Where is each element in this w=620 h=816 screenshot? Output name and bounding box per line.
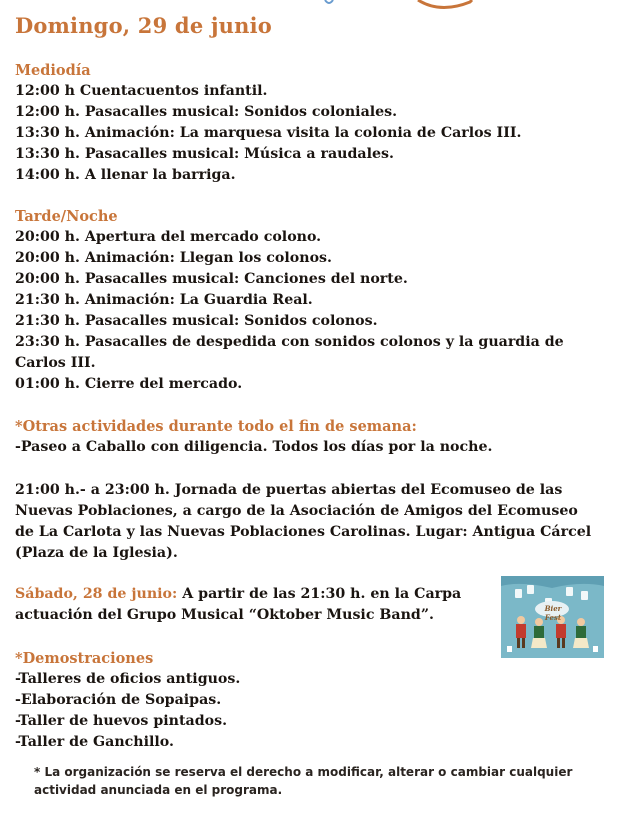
tarde-heading: Tarde/Noche [15, 208, 118, 225]
schedule-item: 21:30 h. Animación: La Guardia Real. [15, 292, 313, 308]
demostracion-item: -Taller de Ganchillo. [15, 734, 174, 750]
sabado-label: Sábado, 28 de junio: [15, 586, 178, 602]
oktoberfest-poster [501, 576, 604, 658]
mediodia-heading: Mediodía [15, 62, 91, 79]
schedule-item: 20:00 h. Apertura del mercado colono. [15, 229, 322, 245]
demostracion-item: -Talleres de oficios antiguos. [15, 671, 241, 687]
page-title: Domingo, 29 de junio [15, 13, 273, 38]
schedule-item: 01:00 h. Cierre del mercado. [15, 376, 243, 392]
schedule-item: 20:00 h. Pasacalles musical: Canciones del norte. [15, 271, 408, 287]
schedule-item: 21:30 h. Pasacalles musical: Sonidos colonos. [15, 313, 378, 329]
schedule-item: 23:30 h. Pasacalles de despedida con sonidos colonos y la guardia de Carlos III. [15, 334, 564, 371]
sabado-text: A partir de las 21:30 h. en la Carpa actuación del Grupo Musical “Oktober Music Band”. [15, 586, 462, 623]
schedule-item: 12:00 h. Pasacalles musical: Sonidos coloniales. [15, 104, 398, 120]
demostracion-item: -Elaboración de Sopaipas. [15, 692, 222, 708]
schedule-item: 14:00 h. A llenar la barriga. [15, 167, 236, 183]
schedule-item: 12:00 h Cuentacuentos infantil. [15, 83, 268, 99]
demostraciones-section [15, 648, 607, 753]
demostraciones-heading: *Demostraciones [15, 650, 154, 667]
schedule-item: 13:30 h. Animación: La marquesa visita la colonia de Carlos III. [15, 125, 522, 141]
poster-logo-text: Bier Fest [544, 604, 562, 622]
demostracion-item: -Taller de huevos pintados. [15, 713, 228, 729]
otras-heading: *Otras actividades durante todo el fin de semana: [15, 418, 417, 435]
footnote: * La organización se reserva el derecho a modificar, alterar o cambiar cualquier actividad anunciada en el programa. [34, 765, 573, 797]
jornada-section [15, 480, 607, 564]
mediodia-section [15, 60, 607, 186]
schedule-item: 20:00 h. Animación: Llegan los colonos. [15, 250, 332, 266]
schedule-item: 13:30 h. Pasacalles musical: Música a raudales. [15, 146, 394, 162]
tarde-section [15, 206, 607, 395]
sabado-section [15, 584, 485, 626]
otras-section [15, 416, 607, 458]
top-decoration [0, 0, 620, 10]
jornada-paragraph: 21:00 h.- a 23:00 h. Jornada de puertas abiertas del Ecomuseo de las Nuevas Poblaciones, a cargo de la Asociación de Amigos del Ecomuseo de La Carlota y las Nuevas Poblaciones Carolinas. Lugar: Antigua Cárcel (Plaza de la Iglesia). [15, 482, 592, 561]
otras-item: -Paseo a Caballo con diligencia. Todos los días por la noche. [15, 439, 493, 455]
